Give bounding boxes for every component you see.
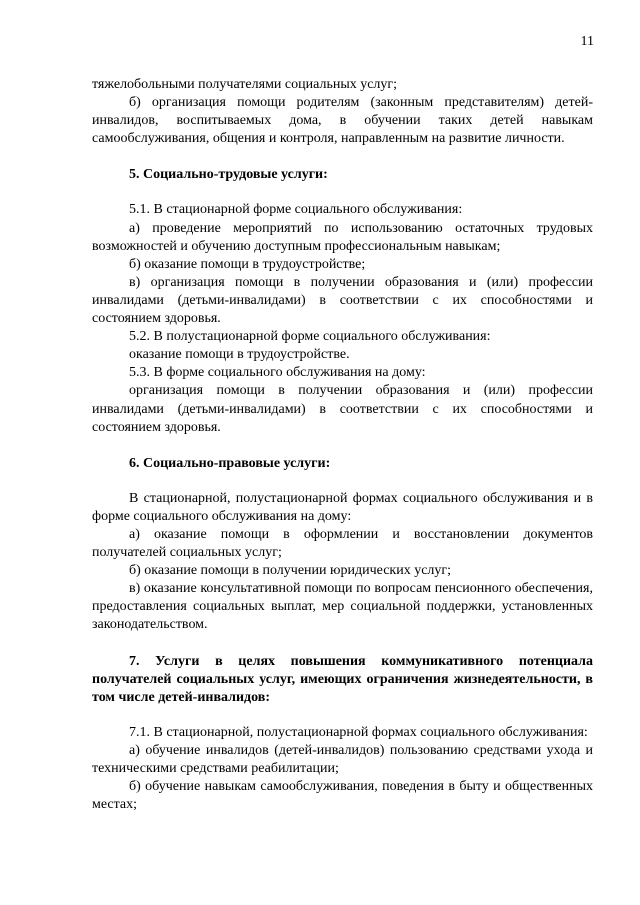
subsection-5-1-item-c: в) организация помощи в получении образования и (или) профессии инвалидами (детьми-инвалидами) в соответствии с их способностями и состоянием здоровья. bbox=[92, 274, 593, 327]
subsection-7-1-item-a: а) обучение инвалидов (детей-инвалидов) пользованию средствами ухода и техническими средствами реабилитации; bbox=[92, 742, 593, 776]
spacer bbox=[92, 473, 593, 490]
subsection-7-1: 7.1. В стационарной, полустационарной формах социального обслуживания: bbox=[129, 724, 588, 740]
paragraph-continuation: тяжелобольными получателями социальных услуг; bbox=[92, 77, 398, 92]
spacer bbox=[92, 184, 593, 201]
spacer bbox=[92, 148, 593, 166]
section-6-intro: В стационарной, полустационарной формах социального обслуживания и в форме социального обслуживания на дому: bbox=[92, 490, 593, 524]
subsection-5-3: 5.3. В форме социального обслуживания на дому: bbox=[129, 365, 426, 381]
page-number: 11 bbox=[580, 34, 594, 49]
paragraph-item-b: б) организация помощи родителям (законным представителям) детей-инвалидов, воспитываемых дома, в обучении таких детей навыкам самообслуживания, общения и контроля, направленным на развитие личности. bbox=[92, 95, 593, 147]
subsection-5-2-text: оказание помощи в трудоустройстве. bbox=[129, 347, 350, 363]
section-6-item-c: в) оказание консультативной помощи по вопросам пенсионного обеспечения, предоставления социальных выплат, мер социальной поддержки, установленных законодательством. bbox=[92, 581, 593, 633]
subsection-5-1: 5.1. В стационарной форме социального обслуживания: bbox=[129, 202, 463, 218]
subsection-5-1-item-b: б) оказание помощи в трудоустройстве; bbox=[129, 256, 366, 272]
section-7-heading: 7. Услуги в целях повышения коммуникативного потенциала получателей социальных услуг, имеющих ограничения жизнедеятельности, в том числе детей-инвалидов: bbox=[92, 653, 593, 705]
subsection-5-3-text: организация помощи в получении образования и (или) профессии инвалидами (детьми-инвалидами) в соответствии с их способностями и состоянием здоровья. bbox=[92, 383, 593, 435]
document-body bbox=[92, 76, 593, 814]
subsection-5-2: 5.2. В полустационарной форме социального обслуживания: bbox=[129, 329, 491, 345]
subsection-5-1-item-a: а) проведение мероприятий по использованию остаточных трудовых возможностей и обучению доступным профессиональным навыкам; bbox=[92, 220, 593, 254]
section-5-heading: 5. Социально-трудовые услуги: bbox=[129, 167, 328, 183]
subsection-7-1-item-b: б) обучение навыкам самообслуживания, поведения в быту и общественных местах; bbox=[92, 779, 593, 813]
spacer bbox=[92, 707, 593, 724]
section-6-heading: 6. Социально-правовые услуги: bbox=[129, 455, 331, 471]
spacer bbox=[92, 635, 593, 653]
section-6-item-b: б) оказание помощи в получении юридических услуг; bbox=[129, 563, 452, 579]
section-6-item-a: а) оказание помощи в оформлении и восстановлении документов получателей социальных услуг; bbox=[92, 526, 593, 561]
spacer bbox=[92, 437, 593, 455]
